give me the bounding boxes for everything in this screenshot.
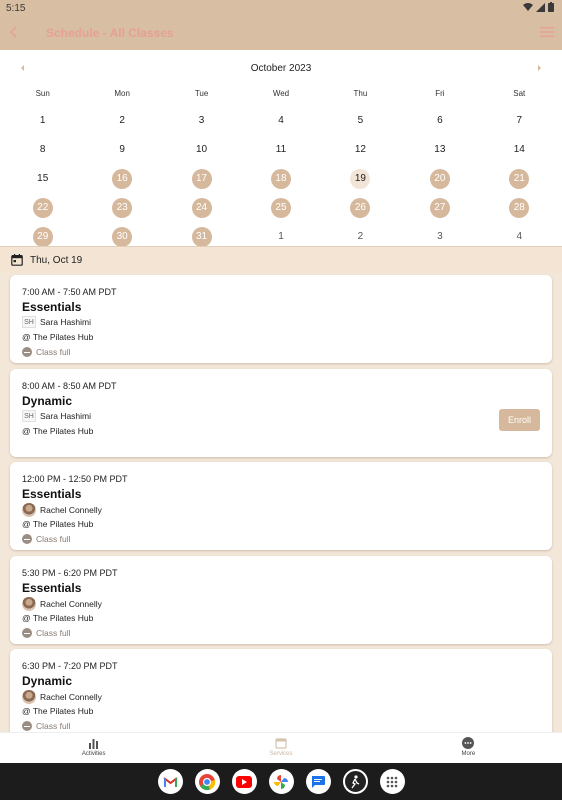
- bar-chart-icon: [88, 737, 100, 749]
- app-drawer-icon[interactable]: [380, 769, 405, 794]
- page-title: Schedule - All Classes: [46, 26, 174, 40]
- signal-icon: [536, 3, 545, 12]
- calendar-day[interactable]: 7: [516, 115, 523, 126]
- minus-circle-icon: [22, 628, 32, 638]
- class-instructor: [22, 503, 102, 517]
- calendar-day-with-class[interactable]: 23: [82, 193, 161, 222]
- back-arrow-icon[interactable]: [6, 24, 22, 40]
- class-card[interactable]: [10, 462, 552, 550]
- calendar-day[interactable]: 11: [275, 144, 287, 155]
- calendar-header: [0, 50, 562, 84]
- app-bar: [0, 16, 562, 50]
- youtube-icon[interactable]: [232, 769, 257, 794]
- class-status: [22, 628, 70, 638]
- class-time: 7:00 AM - 7:50 AM PDT: [22, 287, 117, 297]
- class-time: 8:00 AM - 8:50 AM PDT: [22, 381, 117, 391]
- instructor-name: Rachel Connelly: [40, 599, 102, 609]
- class-location: @ The Pilates Hub: [22, 706, 94, 716]
- class-instructor: [22, 597, 102, 611]
- class-status-label: Class full: [36, 628, 71, 638]
- weekday-label: Sat: [513, 88, 526, 98]
- nav-label: Activities: [81, 751, 106, 757]
- calendar-day[interactable]: 2: [119, 115, 125, 126]
- calendar-day-with-class[interactable]: 30: [82, 222, 161, 251]
- photos-icon[interactable]: [269, 769, 294, 794]
- messages-icon[interactable]: [306, 769, 331, 794]
- bottom-nav: [0, 732, 562, 763]
- calendar-day-with-class[interactable]: 20: [400, 164, 479, 193]
- enroll-button[interactable]: Enroll: [499, 409, 540, 431]
- class-location: @ The Pilates Hub: [22, 332, 94, 342]
- filter-menu-icon[interactable]: [540, 26, 554, 38]
- calendar-day[interactable]: 3: [198, 115, 205, 126]
- calendar-day-next-month[interactable]: 1: [278, 231, 284, 242]
- nav-activities[interactable]: [0, 733, 187, 763]
- weekday-label: Thu: [353, 88, 368, 98]
- wifi-icon: [523, 3, 533, 12]
- calendar-day[interactable]: 8: [39, 144, 46, 155]
- class-instructor: [22, 316, 91, 328]
- selected-date: Thu, Oct 19: [30, 255, 83, 266]
- calendar-day[interactable]: 10: [196, 144, 208, 155]
- class-status-label: Class full: [36, 534, 71, 544]
- chrome-icon[interactable]: [195, 769, 220, 794]
- class-name: Dynamic: [22, 394, 73, 408]
- calendar-day[interactable]: 5: [357, 115, 364, 126]
- class-location: @ The Pilates Hub: [22, 519, 94, 529]
- calendar-day-with-class[interactable]: 28: [480, 193, 559, 222]
- nav-services[interactable]: [187, 733, 374, 763]
- system-dock: [0, 763, 562, 800]
- calendar-day[interactable]: 13: [434, 144, 446, 155]
- instructor-avatar: SH: [22, 410, 36, 422]
- minus-circle-icon: [22, 347, 32, 357]
- instructor-avatar: [22, 597, 36, 611]
- instructor-avatar: SH: [22, 316, 36, 328]
- gmail-icon[interactable]: [158, 769, 183, 794]
- status-time: 5:15: [6, 3, 26, 14]
- calendar-day-with-class[interactable]: 21: [480, 164, 559, 193]
- calendar-day[interactable]: 9: [119, 144, 125, 155]
- class-location: @ The Pilates Hub: [22, 613, 94, 623]
- calendar-day-with-class[interactable]: 27: [400, 193, 479, 222]
- class-card[interactable]: [10, 275, 552, 363]
- instructor-name: Sara Hashimi: [40, 411, 92, 421]
- calendar-day-next-month[interactable]: 2: [357, 231, 364, 242]
- calendar-day[interactable]: 1: [39, 115, 46, 126]
- nav-more[interactable]: [375, 733, 562, 763]
- system-icons: [523, 2, 554, 12]
- instructor-name: Rachel Connelly: [40, 692, 102, 702]
- class-status: [22, 347, 70, 357]
- class-location: @ The Pilates Hub: [22, 426, 94, 436]
- calendar-days: [0, 106, 562, 251]
- class-time: 5:30 PM - 6:20 PM PDT: [22, 568, 118, 578]
- class-instructor: [22, 410, 91, 422]
- calendar-day-with-class[interactable]: 22: [3, 193, 82, 222]
- class-card[interactable]: [10, 556, 552, 644]
- class-card[interactable]: [10, 369, 552, 457]
- weekday-row: [0, 84, 562, 102]
- weekday-label: Fri: [435, 88, 445, 98]
- calendar-day-with-class[interactable]: 26: [321, 193, 400, 222]
- class-name: Essentials: [22, 300, 82, 314]
- calendar-day[interactable]: 4: [278, 115, 284, 126]
- instructor-name: Rachel Connelly: [40, 505, 102, 515]
- instructor-name: Sara Hashimi: [40, 317, 92, 327]
- status-bar: [0, 0, 562, 16]
- weekday-label: Wed: [272, 88, 290, 98]
- month-calendar: [0, 50, 562, 246]
- class-status-label: Class full: [36, 347, 71, 357]
- month-label: October 2023: [250, 63, 312, 74]
- class-status-label: Class full: [36, 721, 71, 731]
- battery-icon: [548, 2, 554, 12]
- minus-circle-icon: [22, 534, 32, 544]
- class-name: Essentials: [22, 581, 82, 595]
- calendar-day-next-month[interactable]: 4: [516, 231, 523, 242]
- calendar-day[interactable]: 15: [37, 173, 49, 184]
- class-list: [0, 273, 562, 732]
- class-time: 12:00 PM - 12:50 PM PDT: [22, 474, 128, 484]
- calendar-day[interactable]: 12: [354, 144, 366, 155]
- nav-label: Services: [269, 751, 293, 757]
- next-month-icon[interactable]: [534, 63, 544, 73]
- instructor-avatar: [22, 503, 36, 517]
- calendar-day-with-class[interactable]: 29: [3, 222, 82, 251]
- calendar-day-with-class[interactable]: 31: [162, 222, 241, 251]
- calendar-day-selected[interactable]: 19: [321, 164, 400, 193]
- minus-circle-icon: [22, 721, 32, 731]
- selected-date-bar: [0, 246, 562, 273]
- calendar-day-with-class[interactable]: 24: [162, 193, 241, 222]
- instructor-avatar: [22, 690, 36, 704]
- class-status: [22, 534, 70, 544]
- class-status: [22, 721, 70, 731]
- class-time: 6:30 PM - 7:20 PM PDT: [22, 661, 118, 671]
- weekday-label: Tue: [194, 88, 209, 98]
- class-name: Dynamic: [22, 674, 73, 688]
- calendar-icon: [11, 254, 23, 266]
- app-icon[interactable]: [343, 769, 368, 794]
- nav-label: More: [461, 751, 476, 757]
- more-icon: [462, 737, 474, 749]
- class-card[interactable]: [10, 649, 552, 732]
- weekday-label: Mon: [114, 88, 130, 98]
- calendar-day-with-class[interactable]: 16: [82, 164, 161, 193]
- calendar-day-with-class[interactable]: 18: [241, 164, 320, 193]
- class-name: Essentials: [22, 487, 82, 501]
- calendar-icon: [275, 737, 287, 749]
- calendar-day-with-class[interactable]: 25: [241, 193, 320, 222]
- weekday-label: Sun: [35, 88, 50, 98]
- calendar-day[interactable]: 14: [513, 144, 525, 155]
- calendar-day-with-class[interactable]: 17: [162, 164, 241, 193]
- class-instructor: [22, 690, 102, 704]
- calendar-day[interactable]: 6: [437, 115, 443, 126]
- calendar-day-next-month[interactable]: 3: [437, 231, 443, 242]
